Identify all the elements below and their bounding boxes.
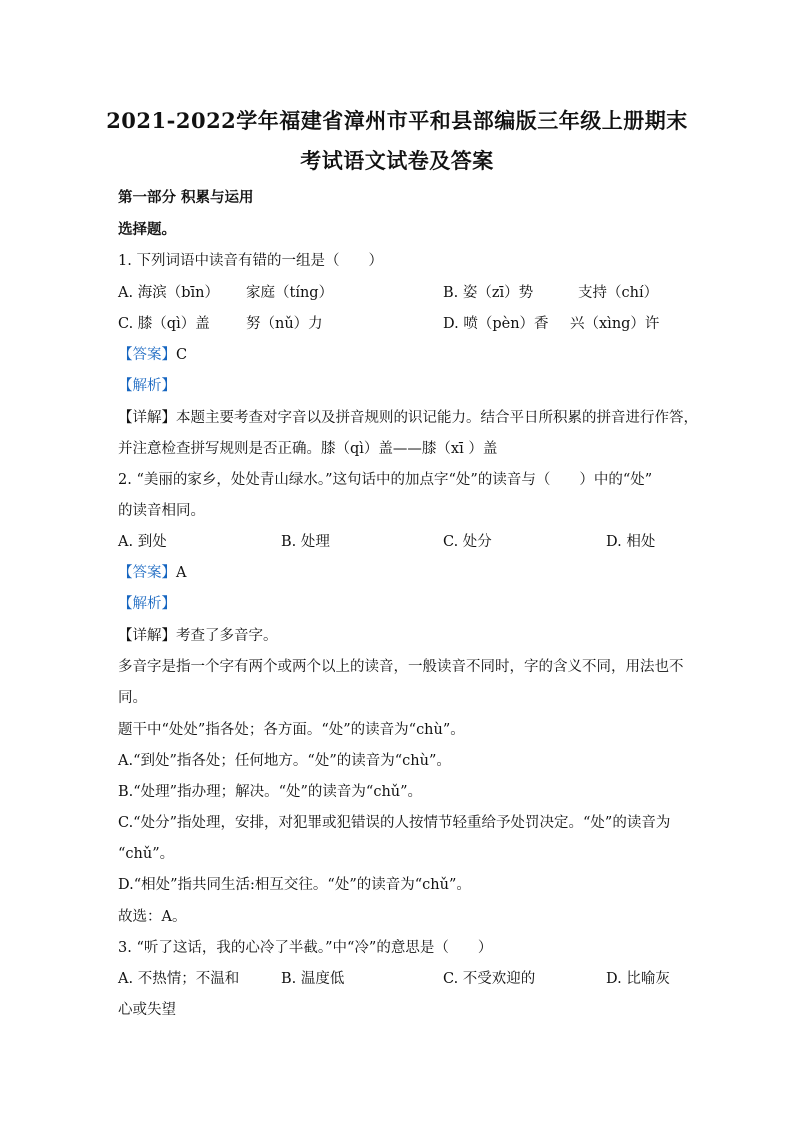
q1-option-d: D. 喷（pèn）香 <box>443 316 549 332</box>
q1-detail-text-1: 本题主要考查对字音以及拼音规则的识记能力。结合平日所积累的拼音进行作答， <box>176 410 698 426</box>
q2-para-line-2: 同。 <box>118 690 147 706</box>
q3-option-d: D. 比喻灰 <box>606 971 670 987</box>
q2-detail-text: 考查了多音字。 <box>176 628 278 644</box>
q2-explanation-b: B.“处理”指办理；解决。“处”的读音为“chǔ”。 <box>118 784 423 800</box>
q1-option-a-extra: 家庭（tíng） <box>246 285 334 301</box>
section-heading: 选择题。 <box>118 221 176 238</box>
question-3-stem: 3. “听了这话，我的心冷了半截。”中“冷”的意思是（ ） <box>118 940 493 956</box>
q1-option-a <box>118 281 219 302</box>
q1-detail-line-1 <box>118 406 698 427</box>
q2-option-a: A. 到处 <box>118 534 167 550</box>
answer-tag: 【答案】 <box>118 347 176 363</box>
detail-tag: 【详解】 <box>118 628 176 644</box>
q1-option-b: B. 姿（zī）势 <box>443 285 534 301</box>
q2-answer-value: A <box>176 565 187 581</box>
q1-analysis <box>118 374 176 395</box>
q2-analysis <box>118 592 176 613</box>
question-1-stem: 1. 下列词语中读音有错的一组是（ ） <box>118 253 383 269</box>
q2-explanation-c-line-1: C.“处分”指处理，安排，对犯罪或犯错误的人按情节轻重给予处罚决定。“处”的读音为 <box>118 815 671 831</box>
q2-option-c: C. 处分 <box>443 534 492 550</box>
document-title-line-1: 2021-2022学年福建省漳州市平和县部编版三年级上册期末 <box>106 108 688 133</box>
question-2-stem-line-2: 的读音相同。 <box>118 503 205 519</box>
q3-option-b: B. 温度低 <box>281 971 345 987</box>
q1-answer-value: C <box>176 347 188 363</box>
q3-option-a: A. 不热情；不温和 <box>118 971 240 987</box>
q2-stem-explanation: 题干中“处处”指各处；各方面。“处”的读音为“chù”。 <box>118 722 465 738</box>
answer-tag: 【答案】 <box>118 565 176 581</box>
q1-option-a-label: A. 海滨（bīn） <box>118 285 219 301</box>
analysis-tag: 【解析】 <box>118 596 176 612</box>
q2-explanation-d: D.“相处”指共同生活:相互交往。“处”的读音为“chǔ”。 <box>118 877 471 893</box>
part-heading: 第一部分 积累与运用 <box>118 189 254 206</box>
q1-option-c-extra: 努（nǔ）力 <box>246 316 323 332</box>
q1-detail-line-2: 并注意检查拼写规则是否正确。膝（qì）盖——膝（xī ）盖 <box>118 441 498 457</box>
q2-explanation-c-line-2: “chǔ”。 <box>118 846 175 862</box>
analysis-tag: 【解析】 <box>118 378 176 394</box>
q1-option-d-extra: 兴（xìng）许 <box>570 316 660 332</box>
document-title-line-2: 考试语文试卷及答案 <box>300 148 494 173</box>
q2-detail <box>118 624 278 645</box>
q2-explanation-a: A.“到处”指各处；任何地方。“处”的读音为“chù”。 <box>118 753 451 769</box>
detail-tag: 【详解】 <box>118 410 176 426</box>
q1-option-b-extra: 支持（chí） <box>578 285 659 301</box>
q2-para-line-1: 多音字是指一个字有两个或两个以上的读音，一般读音不同时，字的含义不同，用法也不 <box>118 659 684 675</box>
q2-answer <box>118 561 186 582</box>
q1-option-c: C. 膝（qì）盖 <box>118 316 210 332</box>
q2-conclusion: 故选：A。 <box>118 909 187 925</box>
q2-option-d: D. 相处 <box>606 534 656 550</box>
q2-option-b: B. 处理 <box>281 534 330 550</box>
q3-option-d-continuation: 心或失望 <box>118 1002 176 1018</box>
q3-option-c: C. 不受欢迎的 <box>443 971 536 987</box>
q1-answer <box>118 343 187 364</box>
question-2-stem-line-1: 2. “美丽的家乡，处处青山绿水。”这句话中的加点字“处”的读音与（ ）中的“处” <box>118 472 653 488</box>
